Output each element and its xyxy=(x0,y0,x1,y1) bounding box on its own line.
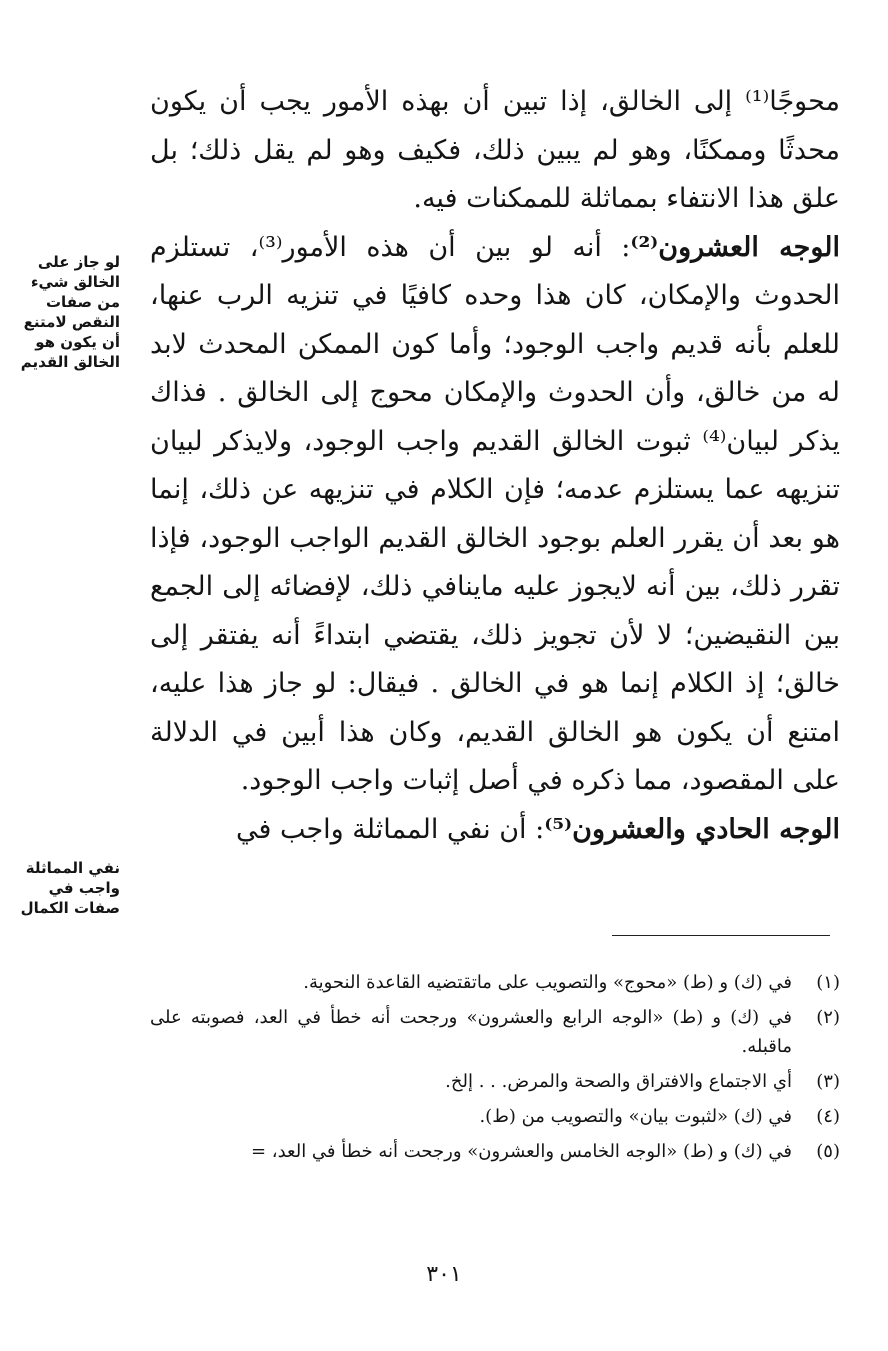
section-heading-twentieth: الوجه العشرون⁽²⁾ xyxy=(630,231,841,263)
footnotes xyxy=(150,968,840,1172)
footnote-number: (٢) xyxy=(816,1007,840,1028)
main-text-body xyxy=(150,78,840,854)
footnote-text: في (ك) «لثبوت بيان» والتصويب من (ط). xyxy=(479,1106,792,1127)
margin-note-2: نفي المماثلة واجب في صفات الكمال xyxy=(20,859,120,917)
paragraph-twenty-first-body: : أن نفي المماثلة واجب في xyxy=(235,813,545,845)
footnote-item xyxy=(150,1137,840,1166)
footnote-item xyxy=(150,1102,840,1131)
footnote-text: أي الاجتماع والافتراق والصحة والمرض. . . إلخ. xyxy=(445,1071,792,1092)
footnote-number: (٤) xyxy=(816,1106,840,1127)
footnote-text: في (ك) و (ط) «الوجه الخامس والعشرون» ورجحت أنه خطأ في العد، = xyxy=(250,1141,792,1162)
paragraph-twentieth-aspect xyxy=(150,224,840,806)
footnote-text: في (ك) و (ط) «الوجه الرابع والعشرون» ورجحت أنه خطأ في العد، فصوبته على ماقبله. xyxy=(150,1007,792,1057)
paragraph-continuation: محوجًا⁽¹⁾ إلى الخالق، إذا تبين أن بهذه الأمور يجب أن يكون محدثًا وممكنًا، وهو لم يبين ذلك، فكيف وهو لم يقل ذلك؛ بل علق هذا الانتفاء بمماثلة للممكنات فيه. xyxy=(150,86,840,214)
footnote-item xyxy=(150,1003,840,1061)
footnote-separator xyxy=(612,935,830,936)
margin-note-1: لو جاز على الخالق شيء من صفات النقص لامتنع أن يكون هو الخالق القديم xyxy=(20,253,120,371)
footnote-text: في (ك) و (ط) «محوج» والتصويب على ماتقتضيه القاعدة النحوية. xyxy=(303,972,792,993)
footnote-number: (٣) xyxy=(816,1071,840,1092)
section-heading-twenty-first: الوجه الحادي والعشرون⁽⁵⁾ xyxy=(544,813,840,845)
page-number: ٣٠١ xyxy=(426,1262,462,1287)
paragraph-twentieth-body: : أنه لو بين أن هذه الأمور⁽³⁾، تستلزم الحدوث والإمكان، كان هذا وحده كافيًا في تنزيه الرب عنها، للعلم بأنه قديم واجب الوجود؛ وأما كون الممكن المحدث لابد له من خالق، وأن الحدوث والإمكان محوج إلى الخالق . فذاك يذكر لبيان⁽⁴⁾ ثبوت الخالق القديم واجب الوجود، ولايذكر لبيان تنزيهه عما يستلزم عدمه؛ فإن الكلام في تنزيهه عن ذلك، إنما هو بعد أن يقرر العلم بوجود الخالق القديم الواجب الوجود، فإذا تقرر ذلك، بين أنه لايجوز عليه ماينافي ذلك، لإفضائه إلى الجمع بين النقيضين؛ لا لأن تجويز ذلك، يقتضي ابتداءً أنه يفتقر إلى خالق؛ إذ الكلام إنما هو في الخالق . فيقال: لو جاز هذا عليه، امتنع أن يكون هو الخالق القديم، وكان هذا أبين في الدلالة على المقصود، مما ذكره في أصل إثبات واجب الوجود. xyxy=(150,231,840,796)
footnote-number: (٥) xyxy=(816,1141,840,1162)
paragraph-twenty-first-aspect xyxy=(150,806,840,855)
footnote-item xyxy=(150,1067,840,1096)
footnote-item xyxy=(150,968,840,997)
footnote-number: (١) xyxy=(816,972,840,993)
